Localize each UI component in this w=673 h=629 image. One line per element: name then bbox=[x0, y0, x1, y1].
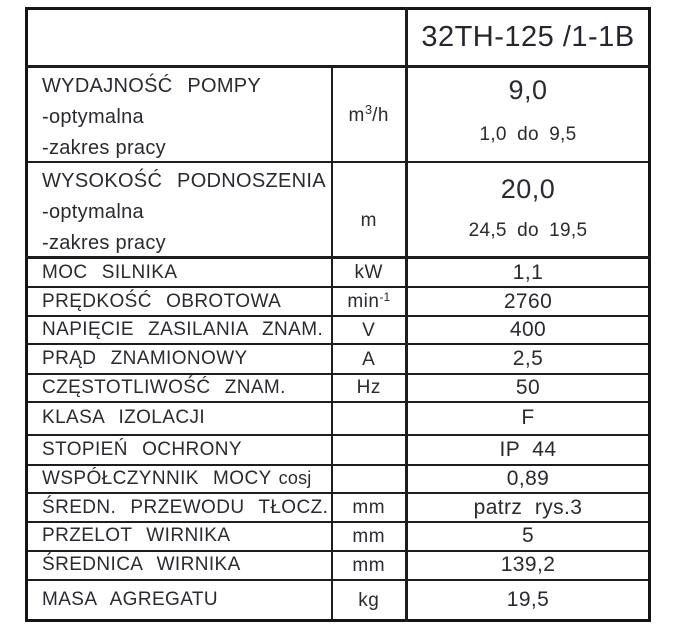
unit-superscript: 3 bbox=[364, 102, 373, 118]
pump-model-cell: 32TH-125 /1-1B bbox=[407, 9, 650, 67]
unit-cell: A bbox=[332, 344, 407, 373]
row-sredn-przewodu bbox=[27, 493, 650, 521]
section-label-cell bbox=[27, 162, 332, 258]
unit-cell bbox=[332, 435, 407, 465]
unit-cell: mm bbox=[332, 522, 407, 551]
spec-label-cell: MASA AGREGATU bbox=[27, 580, 332, 620]
header-empty-cell bbox=[27, 9, 407, 67]
row-moc-silnika bbox=[27, 258, 650, 287]
row-czestotliwosc bbox=[27, 374, 650, 402]
value-cell: 5 bbox=[407, 522, 650, 551]
section-sub-zakres: -zakres pracy bbox=[42, 137, 166, 160]
row-wspolczynnik-mocy bbox=[27, 465, 650, 493]
pump-spec-table bbox=[25, 7, 651, 622]
spec-label-cell: ŚREDN. PRZEWODU TŁOCZ. bbox=[27, 493, 332, 521]
range-value: 24,5 do 19,5 bbox=[468, 220, 588, 242]
row-napiecie-zasilania bbox=[27, 316, 650, 344]
row-prad-znamionowy bbox=[27, 344, 650, 373]
spec-label-cell: PRĄD ZNAMIONOWY bbox=[27, 344, 332, 373]
section-title: WYDAJNOŚĆ POMPY bbox=[42, 75, 262, 98]
row-wysokosc-podnoszenia bbox=[27, 162, 650, 258]
unit-cell: kg bbox=[332, 580, 407, 620]
range-value: 1,0 do 9,5 bbox=[479, 124, 577, 146]
spec-label-cell: KLASA IZOLACJI bbox=[27, 402, 332, 435]
unit-cell bbox=[332, 465, 407, 493]
row-klasa-izolacji bbox=[27, 402, 650, 435]
spec-label-cell: STOPIEŃ OCHRONY bbox=[27, 435, 332, 465]
cos-phi-suffix: cosj bbox=[278, 468, 312, 489]
section-title: WYSOKOŚĆ PODNOSZENIA bbox=[42, 170, 326, 193]
row-srednica-wirnika bbox=[27, 551, 650, 580]
unit-cell: V bbox=[332, 316, 407, 344]
unit-cell: $\min^{-1}$ bbox=[332, 287, 407, 316]
value-cell: 19,5 bbox=[407, 580, 650, 620]
unit-cell: Hz bbox=[332, 374, 407, 402]
unit-cell: mm bbox=[332, 551, 407, 580]
row-wydajnosc-pompy bbox=[27, 67, 650, 162]
value-cell: 139,2 bbox=[407, 551, 650, 580]
section-sub-optymalna: -optymalna bbox=[42, 201, 144, 224]
unit-cell: m bbox=[332, 162, 407, 258]
unit-cell: kW bbox=[332, 258, 407, 287]
spec-label-cell: PRĘDKOŚĆ OBROTOWA bbox=[27, 287, 332, 316]
unit-cell bbox=[332, 402, 407, 435]
row-masa-agregatu bbox=[27, 580, 650, 620]
value-cell: 0,89 bbox=[407, 465, 650, 493]
header-row bbox=[27, 9, 650, 67]
row-predkosc-obrotowa bbox=[27, 287, 650, 316]
spec-label-cell: ŚREDNICA WIRNIKA bbox=[27, 551, 332, 580]
spec-label-cell: MOC SILNIKA bbox=[27, 258, 332, 287]
value-cell: F bbox=[407, 402, 650, 435]
section-label-cell bbox=[27, 67, 332, 162]
spec-label-cell: PRZELOT WIRNIKA bbox=[27, 522, 332, 551]
spec-label-cell: WSPÓŁCZYNNIK MOCY cosj bbox=[27, 465, 332, 493]
row-przelot-wirnika bbox=[27, 522, 650, 551]
value-cell: IP 44 bbox=[407, 435, 650, 465]
value-cell: 2760 bbox=[407, 287, 650, 316]
row-stopien-ochrony bbox=[27, 435, 650, 465]
section-sub-optymalna: -optymalna bbox=[42, 106, 144, 129]
value-cell: 2,5 bbox=[407, 344, 650, 373]
value-cell: 50 bbox=[407, 374, 650, 402]
value-cell bbox=[407, 162, 650, 258]
optimal-value: 20,0 bbox=[500, 174, 556, 205]
unit-cell: mm bbox=[332, 493, 407, 521]
spec-label-cell: CZĘSTOTLIWOŚĆ ZNAM. bbox=[27, 374, 332, 402]
value-cell: 1,1 bbox=[407, 258, 650, 287]
value-cell: 400 bbox=[407, 316, 650, 344]
spec-label-cell: NAPIĘCIE ZASILANIA ZNAM. bbox=[27, 316, 332, 344]
unit-superscript: -1 bbox=[379, 290, 391, 305]
unit-cell: $m^3/h$ bbox=[332, 67, 407, 162]
optimal-value: 9,0 bbox=[508, 75, 548, 106]
value-cell bbox=[407, 67, 650, 162]
value-cell: patrz rys.3 bbox=[407, 493, 650, 521]
section-sub-zakres: -zakres pracy bbox=[42, 232, 166, 255]
